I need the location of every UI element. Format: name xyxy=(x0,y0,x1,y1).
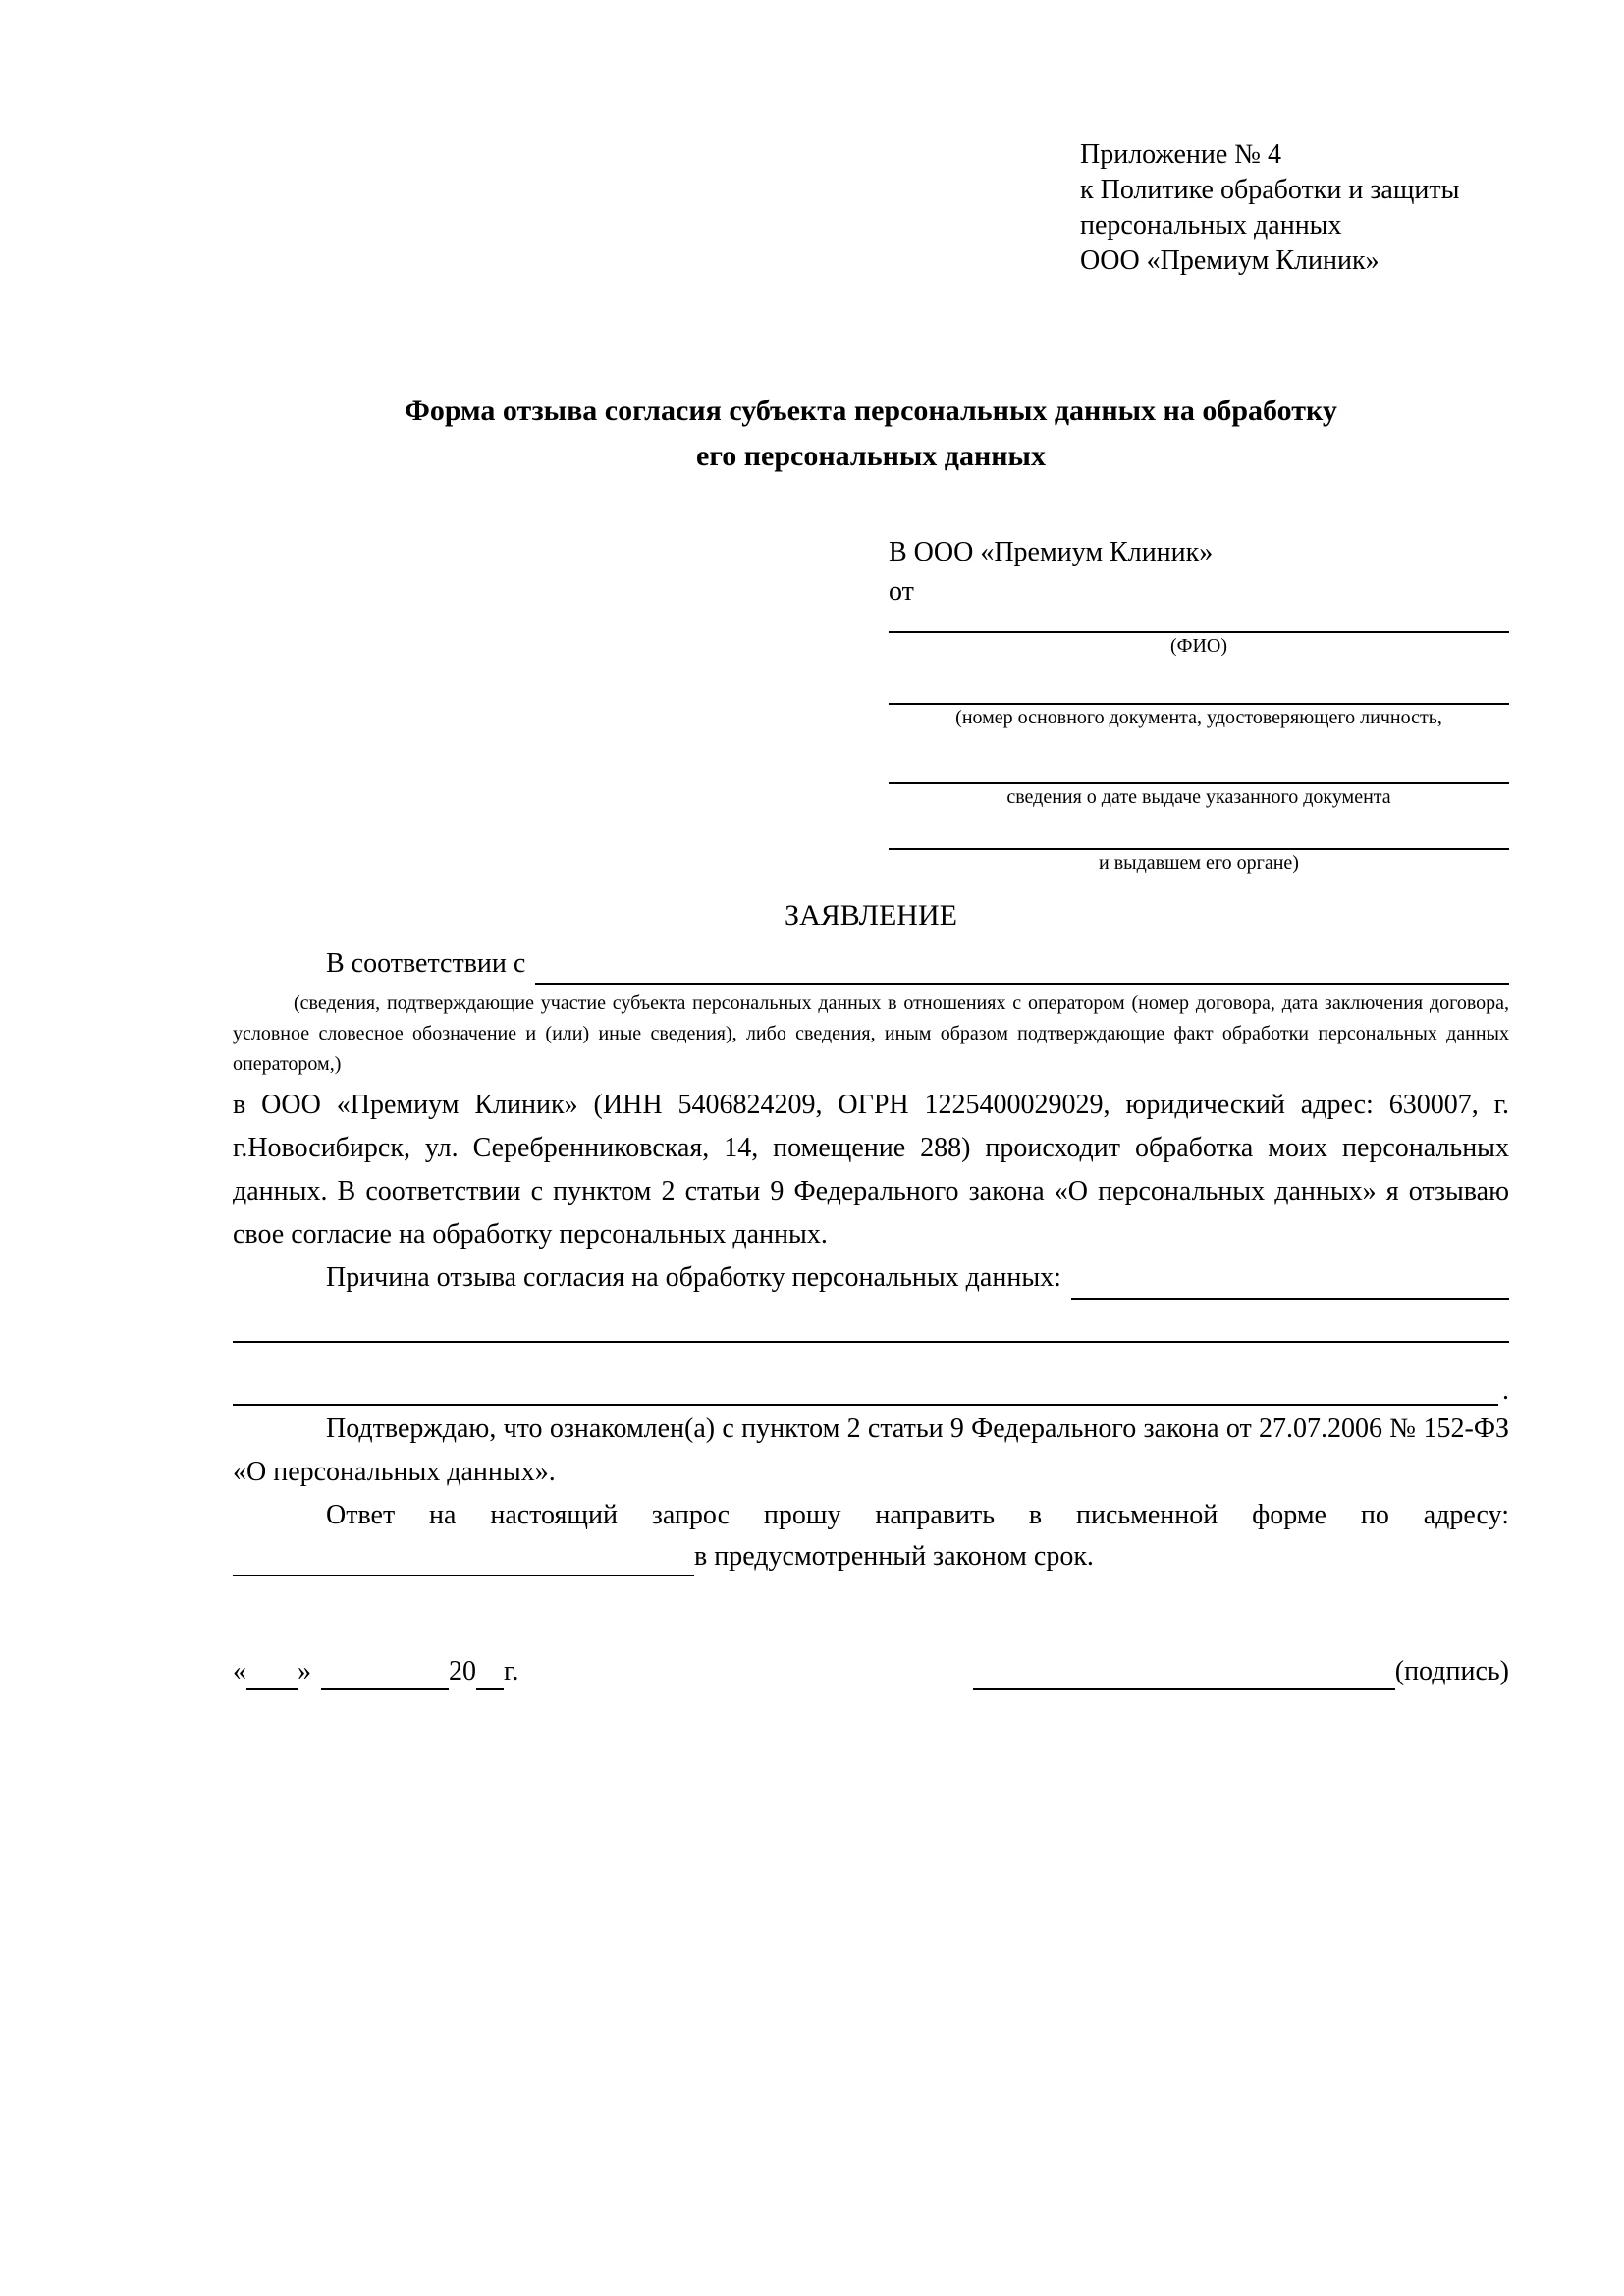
reason-write-line xyxy=(1071,1264,1509,1300)
intro-text: В соответствии с xyxy=(326,948,526,979)
reason-write-line-2 xyxy=(233,1300,1509,1343)
appendix-note-line: к Политике обработки и защиты xyxy=(1080,175,1460,205)
reply-address-row xyxy=(233,1537,1509,1576)
reason-label: Причина отзыва согласия на обработку персональных данных: xyxy=(326,1262,1061,1293)
issuing-authority-write-line xyxy=(889,811,1509,850)
statement-heading: ЗАЯВЛЕНИЕ xyxy=(785,899,957,932)
footnote-text: (сведения, подтверждающие участие субъекта персональных данных в отношениях с оператором (номер договора, дата заключения договора, условное словесное обозначение и (или) иные сведения), либо сведения, иным образом подтверждающие факт обработки персональных данных оператором,) xyxy=(233,992,1509,1075)
appendix-note xyxy=(1080,137,1509,279)
addressee-from: от xyxy=(889,576,914,607)
fio-write-line xyxy=(889,612,1509,633)
fio-label: (ФИО) xyxy=(1169,635,1227,657)
date-day-write-line xyxy=(246,1659,298,1690)
addressee-block xyxy=(889,533,1509,877)
signature-label: (подпись) xyxy=(1394,1656,1509,1686)
reply-request-tail: в предусмотренный законом срок. xyxy=(694,1541,1094,1572)
signature-group xyxy=(973,1653,1509,1690)
date-year-prefix: 20 xyxy=(449,1656,476,1686)
date-quote-close: » xyxy=(298,1656,311,1686)
intro-write-line xyxy=(535,949,1509,985)
reason-write-line-3-row xyxy=(233,1343,1509,1406)
intro-row xyxy=(233,943,1509,985)
line-terminator: . xyxy=(1502,1375,1509,1406)
date-month-write-line xyxy=(321,1659,449,1690)
issue-date-write-line xyxy=(889,731,1509,784)
body-paragraph: в ООО «Премиум Клиник» (ИНН 5406824209, ОГРН 1225400029029, юридический адрес: 630007, г. г.Новосибирск, ул. Серебренниковская, 14, помещение 288) происходит обработка моих персональных данных. В соответствии с пунктом 2 статьи 9 Федерального закона «О персональных данных» я отзываю свое согласие на обработку персональных данных. xyxy=(233,1090,1509,1250)
issuing-authority-label: и выдавшем его органе) xyxy=(1099,852,1299,874)
appendix-note-line: ООО «Премиум Клиник» xyxy=(1080,245,1380,276)
issue-date-label: сведения о дате выдаче указанного документа xyxy=(1006,786,1391,808)
appendix-note-line: персональных данных xyxy=(1080,210,1342,240)
document-title-line: Форма отзыва согласия субъекта персональных данных на обработку xyxy=(405,395,1337,427)
confirmation-paragraph: Подтверждаю, что ознакомлен(а) с пунктом 2 статьи 9 Федерального закона от 27.07.2006 № 152-ФЗ «О персональных данных». xyxy=(233,1414,1509,1487)
addressee-to: В ООО «Премиум Клиник» xyxy=(889,537,1214,567)
date-quote-open: « xyxy=(233,1656,246,1686)
reply-address-write-line xyxy=(233,1543,694,1576)
date-year-write-line xyxy=(476,1659,504,1690)
reason-row xyxy=(233,1256,1509,1300)
document-number-write-line xyxy=(889,660,1509,705)
document-title xyxy=(233,389,1509,479)
date-group xyxy=(233,1653,518,1690)
date-year-suffix: г. xyxy=(504,1656,519,1686)
signature-write-line xyxy=(973,1659,1395,1690)
appendix-note-line: Приложение № 4 xyxy=(1080,139,1281,170)
document-title-line: его персональных данных xyxy=(696,440,1046,472)
document-number-label: (номер основного документа, удостоверяющего личность, xyxy=(955,707,1442,728)
date-signature-row xyxy=(233,1653,1509,1690)
reason-write-line-3 xyxy=(233,1343,1498,1406)
reply-request-text: Ответ на настоящий запрос прошу направить в письменной форме по адресу: xyxy=(326,1500,1509,1530)
